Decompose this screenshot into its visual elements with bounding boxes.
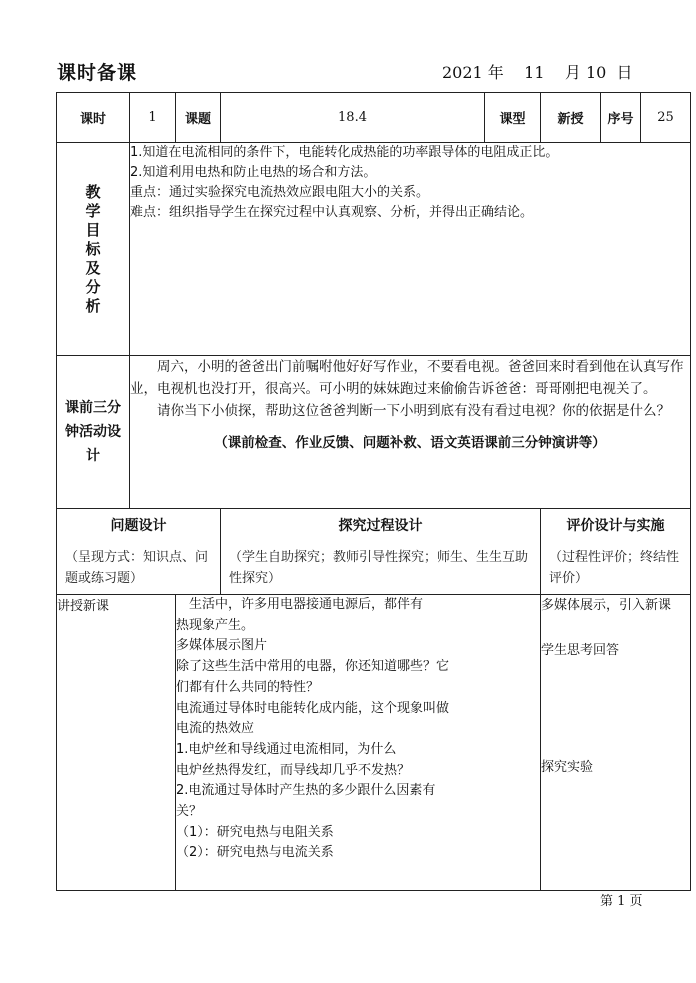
objectives-content (130, 143, 691, 356)
topic-label: 课题 (176, 93, 221, 143)
col2-header (221, 509, 541, 595)
col2-subtitle: （学生自助探究；教师引导性探究；师生、生生互助性探究） (229, 549, 529, 586)
process-line: 们都有什么共同的特性？ (176, 679, 320, 695)
warmup-label: 课前三分钟活动设计 (65, 400, 121, 464)
objectives-row (57, 143, 691, 356)
objective-line: 1.知道在电流相同的条件下，电能转化成热能的功率跟导体的电阻成正比。 (130, 145, 559, 160)
warmup-note: （课前检查、作业反馈、问题补救、语文英语课前三分钟演讲等） (214, 435, 606, 451)
info-row (57, 93, 691, 143)
process-line: 电流通过导体时电能转化成内能，这个现象叫做 (176, 700, 450, 716)
lesson-stage: 讲授新课 (57, 595, 176, 891)
topic-value: 18.4 (221, 93, 485, 143)
col1-subtitle: （呈现方式：知识点、问题或练习题） (65, 549, 209, 586)
warmup-paragraph: 周六，小明的爸爸出门前嘱咐他好好写作业，不要看电视。爸爸回来时看到他在认真写作业，电视机也没打开，很高兴。可小明的妹妹跑过来偷偷告诉爸爸：哥哥刚把电视关了。 (130, 359, 684, 397)
lesson-plan-table (56, 92, 691, 891)
warmup-paragraph: 请你当下小侦探，帮助这位爸爸判断一下小明到底有没有看过电视？你的依据是什么？ (157, 403, 670, 419)
process-line: 生活中，许多用电器接通电源后，都伴有 (176, 597, 424, 612)
objective-line: 难点：组织指导学生在探究过程中认真观察、分析，并得出正确结论。 (130, 205, 534, 220)
process-line: 热现象产生。 (176, 617, 255, 633)
col3-subtitle: （过程性评价；终结性评价） (549, 549, 680, 586)
process-line: 电炉丝热得发红，而导线却几乎不发热？ (176, 762, 411, 778)
objectives-label: 教学目标及分析 (85, 182, 101, 315)
warmup-label-cell (57, 356, 130, 509)
period-value: 1 (130, 93, 176, 143)
seq-label: 序号 (601, 93, 641, 143)
process-line: 关？ (176, 804, 203, 820)
page-title: 课时备课 (57, 62, 138, 84)
evaluation-item: 多媒体展示，引入新课 (541, 598, 672, 613)
warmup-row (57, 356, 691, 509)
col3-header (541, 509, 691, 595)
objective-line: 重点：通过实验探究电流热效应跟电阻大小的关系。 (130, 185, 430, 200)
lesson-process (176, 595, 541, 891)
period-label: 课时 (57, 93, 130, 143)
process-line: 2.电流通过导体时产生热的多少跟什么因素有 (176, 783, 436, 799)
process-line: 电流的热效应 (176, 721, 255, 737)
seq-value: 25 (641, 93, 691, 143)
process-line: 多媒体展示图片 (176, 638, 268, 654)
process-line: 1.电炉丝和导线通过电流相同，为什么 (176, 741, 397, 757)
col2-title: 探究过程设计 (338, 517, 423, 534)
col1-title: 问题设计 (110, 517, 167, 534)
process-line: （2）：研究电热与电流关系 (176, 845, 334, 861)
evaluation-item: 探究实验 (541, 760, 594, 775)
column-header-row (57, 509, 691, 595)
type-value: 新授 (541, 93, 601, 143)
page-number: 第 1 页 (600, 894, 643, 909)
col1-header (57, 509, 221, 595)
process-line: 除了这些生活中常用的电器，你还知道哪些？它 (176, 659, 450, 675)
type-label: 课型 (485, 93, 541, 143)
col3-title: 评价设计与实施 (566, 517, 665, 534)
process-line: （1）：研究电热与电阻关系 (176, 824, 334, 840)
objectives-label-cell (57, 143, 130, 356)
objective-line: 2.知道利用电热和防止电热的场合和方法。 (130, 165, 377, 180)
lesson-evaluation (541, 595, 691, 891)
evaluation-item: 学生思考回答 (541, 643, 620, 658)
warmup-content (130, 356, 691, 509)
date-line: 2021 年 11 月 10 日 (442, 63, 633, 82)
lesson-row (57, 595, 691, 891)
